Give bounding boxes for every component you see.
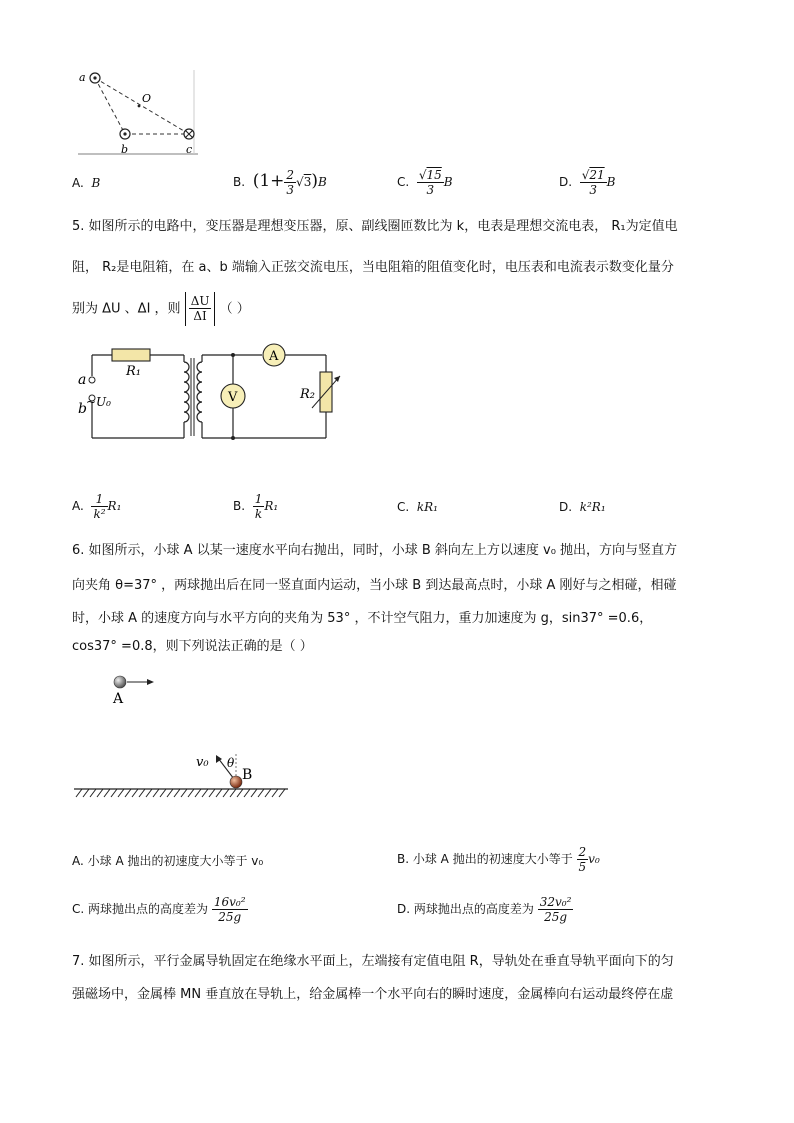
q4-option-c[interactable]: C. $\frac{√15}{3}$ B (397, 168, 453, 197)
q6-option-b[interactable]: B. 小球 A 抛出的初速度大小等于 $\frac{2}{5}$ v₀ (397, 845, 600, 874)
q4-label-c: c (186, 143, 193, 156)
q4-label-a: a (79, 71, 86, 84)
q6-label-v0: v₀ (196, 755, 209, 770)
q5-label-r2: R₂ (300, 387, 315, 402)
q5-label-r1: R₁ (126, 364, 141, 379)
q7-stem-line1: 7. 如图所示，平行金属导轨固定在绝缘水平面上，左端接有定值电阻 R，导轨处在垂直导轨平面向下的匀 (72, 954, 674, 969)
q5-stem-line3: 别为 ΔU 、ΔI ，则 $\frac{\Delta U}{\Delta I}$ （ ） (72, 292, 250, 327)
q4-option-d[interactable]: D. $\frac{√21}{3}$ B (559, 168, 616, 197)
q6-option-c[interactable]: C. 两球抛出点的高度差为 $\frac{\text{16v₀²}}{25g}$ (72, 895, 246, 924)
q4-label-b: b (121, 143, 129, 156)
q6-option-d[interactable]: D. 两球抛出点的高度差为 $\frac{\text{32v₀²}}{25g}$ (397, 895, 572, 924)
q5-option-b[interactable]: B. $\frac{1}{k}$ R₁ (233, 492, 279, 521)
q4-figure (70, 68, 210, 160)
q5-circuit-figure (72, 340, 342, 445)
q5-option-d[interactable]: D. k²R₁ (559, 500, 606, 514)
q5-label-b: b (78, 401, 87, 417)
q6-stem-line3: 时，小球 A 的速度方向与水平方向的夹角为 53° ，不计空气阻力，重力加速度为 g，sin37° =0.6， (72, 611, 653, 626)
q6-figure (70, 672, 300, 804)
q5-label-u0: ~U₀ (86, 395, 111, 409)
q6-stem-line1: 6. 如图所示，小球 A 以某一速度水平向右抛出，同时，小球 B 斜向左上方以速度 v₀ 抛出，方向与竖直方 (72, 543, 678, 558)
q7-stem-line2: 强磁场中，金属棒 MN 垂直放在导轨上，给金属棒一个水平向右的瞬时速度，金属棒向右运动最终停在虚 (72, 987, 674, 1002)
q5-meter-v: V (228, 390, 238, 405)
q6-stem-line2: 向夹角 θ=37° ，两球抛出后在同一竖直面内运动，当小球 B 到达最高点时，小球 A 刚好与之相碰，相碰 (72, 578, 677, 593)
q5-stem-line1: 5. 如图所示的电路中，变压器是理想变压器，原、副线圈匝数比为 k，电表是理想交流电表， R₁为定值电 (72, 219, 678, 234)
q5-meter-a: A (269, 349, 279, 364)
q5-stem-line2: 阻， R₂是电阻箱，在 a、b 端输入正弦交流电压，当电阻箱的阻值变化时，电压表和电流表示数变化量分 (72, 260, 674, 275)
q6-option-a[interactable]: A. 小球 A 抛出的初速度大小等于 v₀ (72, 854, 264, 868)
q5-option-a[interactable]: A. $\frac{1}{\text{k²}}$ R₁ (72, 492, 122, 521)
q4-option-a[interactable]: A. B (72, 176, 101, 190)
q5-option-c[interactable]: C. kR₁ (397, 500, 438, 514)
q6-label-theta: θ (227, 756, 235, 770)
q6-label-a: A (113, 691, 124, 707)
q4-label-o: O (142, 92, 152, 105)
q6-stem-line4: cos37° =0.8，则下列说法正确的是（ ） (72, 639, 313, 654)
q4-option-b[interactable]: B. (1+ $\frac{2}{3}$ √3)B (233, 168, 327, 197)
q5-label-a: a (78, 372, 87, 388)
q6-label-b: B (242, 767, 253, 783)
